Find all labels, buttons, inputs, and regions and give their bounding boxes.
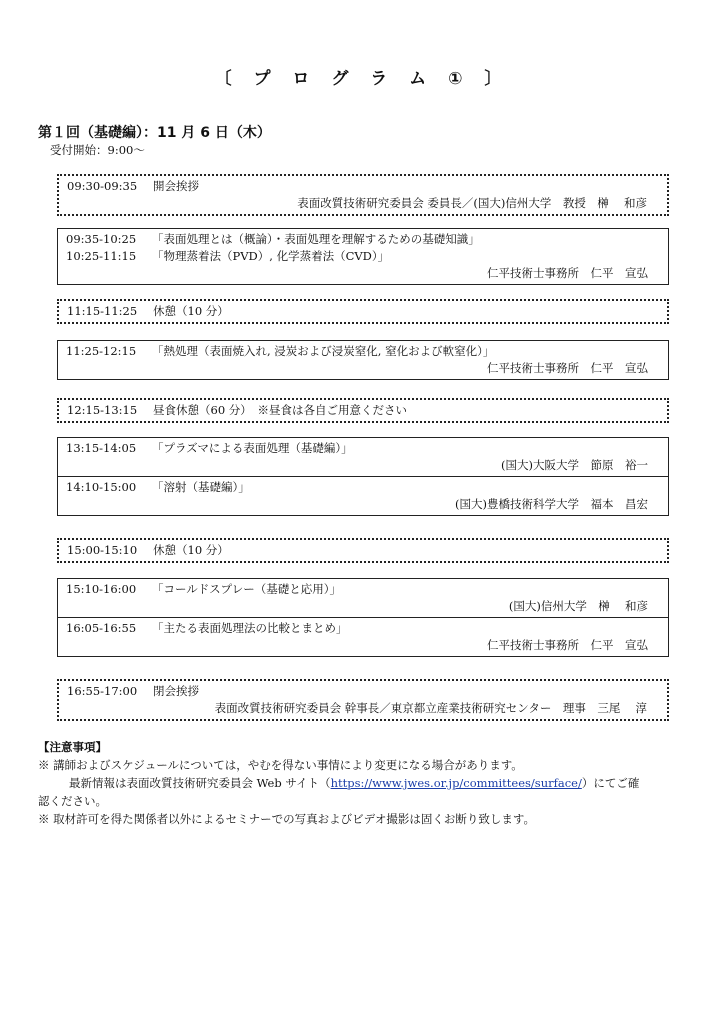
program-title: 開会挨拶 <box>153 179 199 193</box>
notes-section <box>38 738 678 828</box>
time-slot: 14:10-15:00 <box>66 480 137 494</box>
program-row <box>59 301 667 322</box>
lecture-block-1 <box>57 228 669 285</box>
speaker: 表面改質技術研究委員会 幹事長／東京都立産業技術研究センター 理事 三尾 淳 <box>214 701 647 715</box>
program-title: 「コールドスプレー（基礎と応用）」 <box>152 582 341 596</box>
session-title: 第１回（基礎編）：11 月 6 日（木） <box>38 125 271 141</box>
time-slot: 16:05-16:55 <box>66 621 137 635</box>
time-slot: 15:10-16:00 <box>66 582 137 596</box>
note-photography: ※ 取材許可を得た関係者以外によるセミナーでの写真およびビデオ撮影は固くお断り致します。 <box>38 812 536 826</box>
closing-block <box>57 679 669 721</box>
program-row <box>59 176 667 214</box>
program-row <box>59 540 667 561</box>
time-slot: 15:00-15:10 <box>67 543 138 557</box>
break-block-2 <box>57 538 669 563</box>
notes-title: 【注意事項】 <box>38 740 107 754</box>
note-website <box>38 774 678 792</box>
lunch-block <box>57 398 669 423</box>
speaker: 仁平技術士事務所 仁平 宣弘 <box>487 638 648 652</box>
time-slot: 13:15-14:05 <box>66 441 137 455</box>
program-title: 「表面処理とは（概論）・表面処理を理解するための基礎知識」 <box>152 232 480 246</box>
note-website-prefix: 最新情報は表面改質技術研究委員会 Web サイト（ <box>69 776 331 790</box>
program-row <box>58 438 668 476</box>
program-row <box>58 476 668 515</box>
time-slot: 11:15-11:25 <box>67 304 138 318</box>
lecture-block-3 <box>57 437 669 516</box>
time-slot: 10:25-11:15 <box>66 249 137 263</box>
program-title: 休憩（10 分） <box>153 543 229 557</box>
speaker: (国大)大阪大学 節原 裕一 <box>501 458 648 472</box>
program-title: 閉会挨拶 <box>153 684 199 698</box>
program-title: 「主たる表面処理法の比較とまとめ」 <box>152 621 348 635</box>
program-row <box>59 681 667 719</box>
time-slot: 12:15-13:15 <box>67 403 138 417</box>
note-schedule-change: ※ 講師およびスケジュールについては，やむを得ない事情により変更になる場合があります。 <box>38 758 523 772</box>
program-title: 「プラズマによる表面処理（基礎編）」 <box>152 441 353 455</box>
program-row <box>59 400 667 421</box>
website-link[interactable]: https://www.jwes.or.jp/committees/surface/ <box>330 776 582 790</box>
program-title: 「溶射（基礎編）」 <box>152 480 250 494</box>
program-row <box>58 229 668 284</box>
time-slot: 16:55-17:00 <box>67 684 138 698</box>
page-title: 〔 プ ロ グ ラ ム ① 〕 <box>214 69 510 89</box>
program-title: 「熱処理（表面焼入れ, 浸炭および浸炭窒化, 窒化および軟窒化）」 <box>152 344 495 358</box>
note-website-suffix: ）にてご確 <box>581 776 640 790</box>
lecture-block-4 <box>57 578 669 657</box>
time-slot: 09:30-09:35 <box>67 179 138 193</box>
program-row <box>58 341 668 379</box>
speaker: (国大)信州大学 榊 和彦 <box>508 599 648 613</box>
note-website-continued: 認ください。 <box>38 794 107 808</box>
time-slot: 11:25-12:15 <box>66 344 137 358</box>
program-title: 昼食休憩（60 分） ※昼食は各自ご用意ください <box>153 403 408 417</box>
speaker: 仁平技術士事務所 仁平 宣弘 <box>487 266 648 280</box>
lecture-block-2 <box>57 340 669 380</box>
program-title: 「物理蒸着法（PVD）, 化学蒸着法（CVD）」 <box>152 249 390 263</box>
program-title: 休憩（10 分） <box>153 304 229 318</box>
program-row <box>58 579 668 617</box>
break-block-1 <box>57 299 669 324</box>
opening-block <box>57 174 669 216</box>
reception-time: 受付開始：9:00～ <box>50 143 145 157</box>
speaker: 仁平技術士事務所 仁平 宣弘 <box>487 361 648 375</box>
speaker: (国大)豊橋技術科学大学 福本 昌宏 <box>455 497 648 511</box>
program-row <box>58 617 668 656</box>
time-slot: 09:35-10:25 <box>66 232 137 246</box>
speaker: 表面改質技術研究委員会 委員長／(国大)信州大学 教授 榊 和彦 <box>297 196 647 210</box>
